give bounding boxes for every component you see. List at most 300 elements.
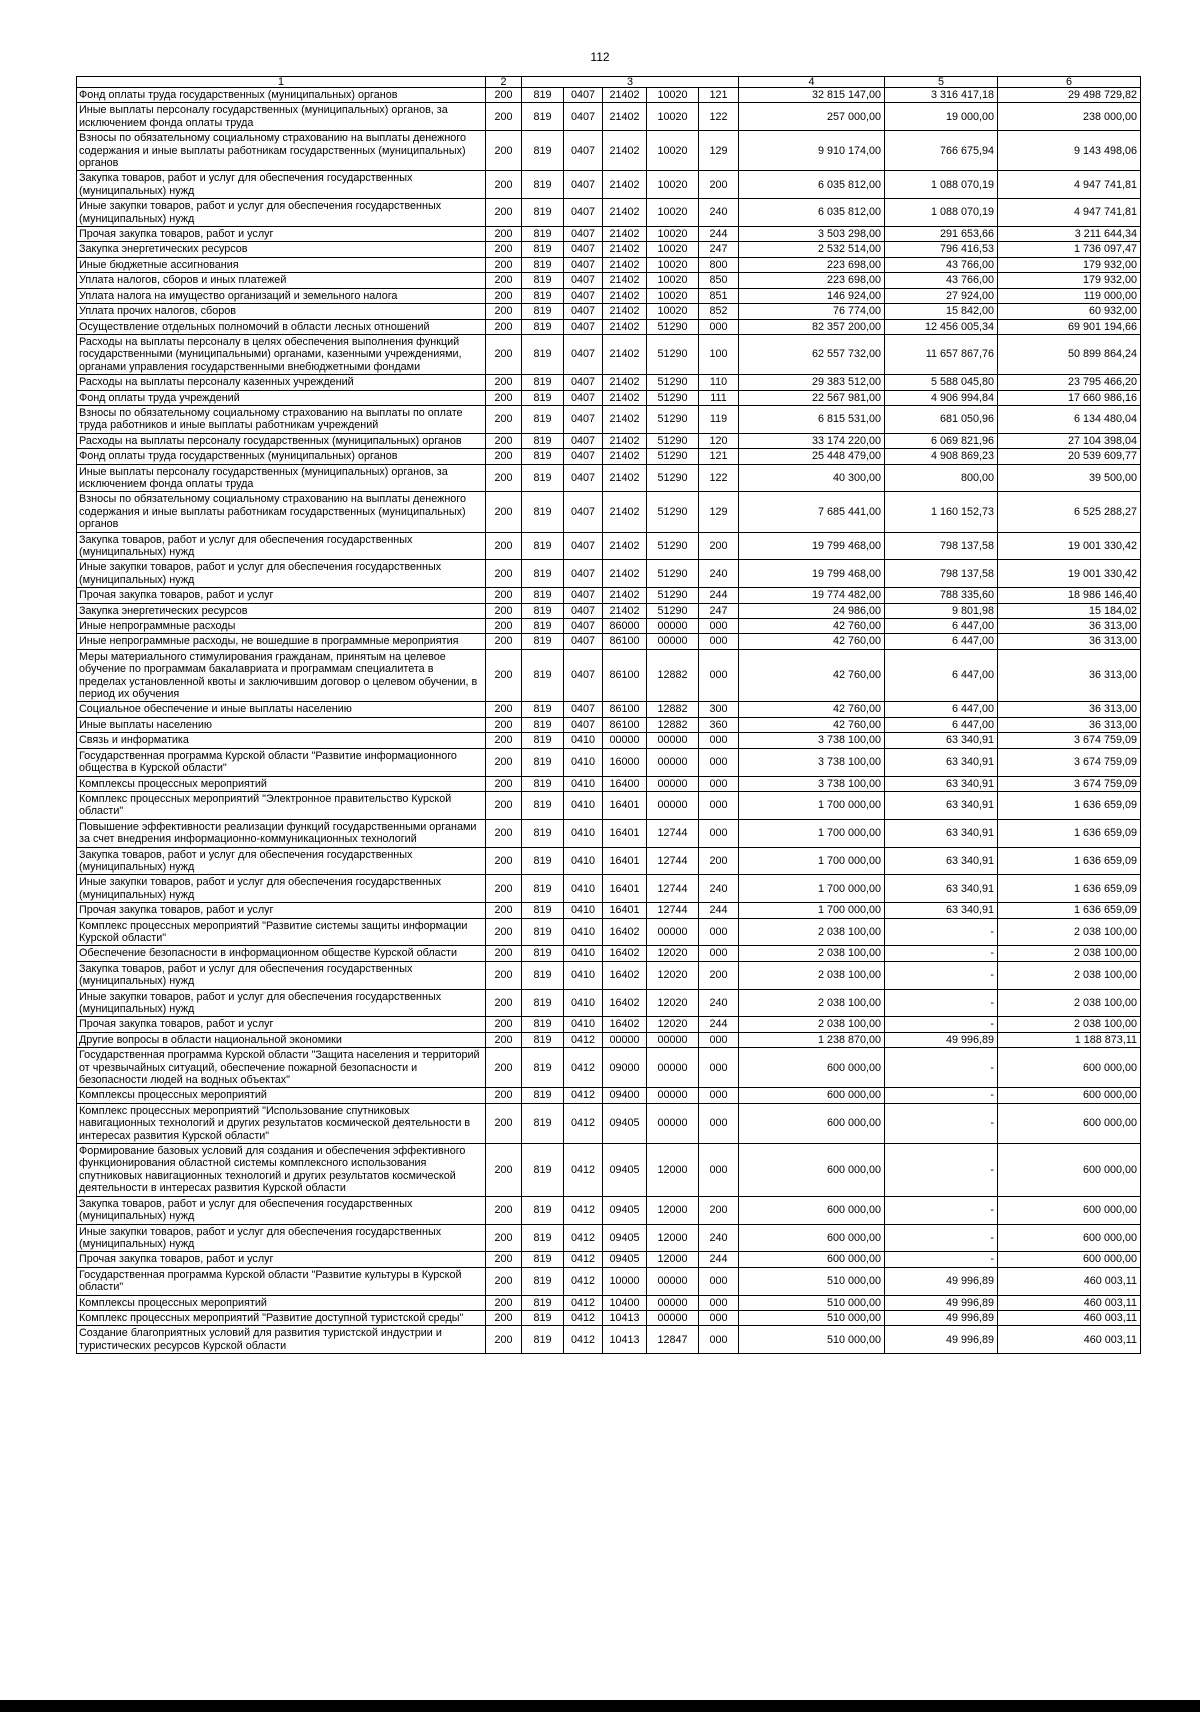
row-code-section: 0410 [564,791,603,819]
row-code-section: 0412 [564,1224,603,1252]
row-code-expense-type: 240 [699,199,739,227]
row-amount-executed: 6 447,00 [885,702,998,717]
row-col-2: 200 [486,1088,522,1103]
row-amount-remaining: 2 038 100,00 [998,1017,1141,1032]
row-code-section: 0410 [564,819,603,847]
row-code-direction: 10020 [647,227,699,242]
row-name: Расходы на выплаты персоналу государственных (муниципальных) органов [77,433,486,448]
row-code-expense-type: 110 [699,375,739,390]
row-code-direction: 12020 [647,989,699,1017]
row-amount-executed: 19 000,00 [885,103,998,131]
row-code-program: 16402 [603,1017,647,1032]
table-body [77,77,1141,1354]
table-row [77,1144,1141,1197]
row-code-direction: 51290 [647,405,699,433]
row-amount-remaining: 4 947 741,81 [998,171,1141,199]
row-name: Осуществление отдельных полномочий в области лесных отношений [77,319,486,334]
row-name: Иные выплаты персоналу государственных (муниципальных) органов, за исключением фонда оплаты труда [77,103,486,131]
row-col-2: 200 [486,375,522,390]
table-row [77,588,1141,603]
row-amount-remaining: 23 795 466,20 [998,375,1141,390]
row-code-section: 0412 [564,1088,603,1103]
row-name: Формирование базовых условий для создания и обеспечения эффективного функционирования областной системы комплексного использования спутниковых навигационных технологий и других результатов космической деятельности в интересах развития Курской области [77,1144,486,1197]
row-amount-approved: 19 774 482,00 [739,588,885,603]
row-code-section: 0407 [564,603,603,618]
row-code-program: 21402 [603,273,647,288]
row-amount-remaining: 600 000,00 [998,1252,1141,1267]
row-code-ministry: 819 [522,1088,564,1103]
row-code-expense-type: 800 [699,257,739,272]
row-name: Иные выплаты населению [77,717,486,732]
row-col-2: 200 [486,946,522,961]
row-code-program: 21402 [603,288,647,303]
row-code-ministry: 819 [522,560,564,588]
row-amount-remaining: 9 143 498,06 [998,131,1141,171]
row-amount-executed: 49 996,89 [885,1310,998,1325]
row-amount-executed: - [885,946,998,961]
row-name: Иные закупки товаров, работ и услуг для обеспечения государственных (муниципальных) нужд [77,875,486,903]
row-amount-remaining: 6 134 480,04 [998,405,1141,433]
row-name: Иные выплаты персоналу государственных (муниципальных) органов, за исключением фонда оплаты труда [77,464,486,492]
row-name: Закупка товаров, работ и услуг для обеспечения государственных (муниципальных) нужд [77,171,486,199]
row-amount-approved: 1 700 000,00 [739,791,885,819]
row-amount-remaining: 36 313,00 [998,717,1141,732]
row-col-2: 200 [486,776,522,791]
row-col-2: 200 [486,588,522,603]
row-code-program: 16401 [603,875,647,903]
row-amount-approved: 42 760,00 [739,702,885,717]
row-code-program: 09405 [603,1196,647,1224]
row-name: Закупка энергетических ресурсов [77,603,486,618]
row-amount-approved: 3 503 298,00 [739,227,885,242]
row-code-direction: 12000 [647,1252,699,1267]
row-amount-remaining: 27 104 398,04 [998,433,1141,448]
row-amount-executed: 4 906 994,84 [885,390,998,405]
row-code-program: 21402 [603,171,647,199]
row-code-expense-type: 121 [699,449,739,464]
row-name: Иные бюджетные ассигнования [77,257,486,272]
row-name: Закупка энергетических ресурсов [77,242,486,257]
row-amount-remaining: 460 003,11 [998,1267,1141,1295]
row-amount-remaining: 60 932,00 [998,304,1141,319]
row-name: Взносы по обязательному социальному страхованию на выплаты денежного содержания и иные выплаты работникам государственных (муниципальных) органов [77,492,486,532]
row-code-direction: 51290 [647,334,699,374]
row-col-2: 200 [486,405,522,433]
row-col-2: 200 [486,304,522,319]
row-amount-approved: 6 035 812,00 [739,171,885,199]
row-amount-approved: 24 986,00 [739,603,885,618]
row-code-section: 0407 [564,390,603,405]
row-amount-approved: 42 760,00 [739,634,885,649]
row-code-program: 21402 [603,492,647,532]
row-code-ministry: 819 [522,733,564,748]
row-code-direction: 12000 [647,1224,699,1252]
table-row [77,1224,1141,1252]
row-code-section: 0407 [564,257,603,272]
row-code-ministry: 819 [522,776,564,791]
row-code-direction: 10020 [647,103,699,131]
row-amount-approved: 6 035 812,00 [739,199,885,227]
row-amount-approved: 600 000,00 [739,1224,885,1252]
row-amount-approved: 19 799 468,00 [739,532,885,560]
row-code-ministry: 819 [522,319,564,334]
row-code-program: 10400 [603,1295,647,1310]
row-amount-remaining: 50 899 864,24 [998,334,1141,374]
row-code-ministry: 819 [522,88,564,103]
row-amount-remaining: 20 539 609,77 [998,449,1141,464]
row-code-expense-type: 000 [699,946,739,961]
row-code-section: 0410 [564,733,603,748]
row-name: Расходы на выплаты персоналу в целях обеспечения выполнения функций государственными (муниципальными) органами, казенными учреждениями, органами управления государственными внебюджетными фондами [77,334,486,374]
row-amount-approved: 600 000,00 [739,1103,885,1143]
row-amount-approved: 6 815 531,00 [739,405,885,433]
row-amount-executed: 12 456 005,34 [885,319,998,334]
row-code-ministry: 819 [522,946,564,961]
table-row [77,1252,1141,1267]
row-amount-approved: 510 000,00 [739,1295,885,1310]
row-name: Закупка товаров, работ и услуг для обеспечения государственных (муниципальных) нужд [77,961,486,989]
row-amount-executed: 9 801,98 [885,603,998,618]
row-code-ministry: 819 [522,791,564,819]
row-code-section: 0407 [564,634,603,649]
row-code-direction: 00000 [647,634,699,649]
table-row [77,131,1141,171]
row-code-section: 0407 [564,532,603,560]
row-code-program: 09405 [603,1144,647,1197]
row-amount-executed: 4 908 869,23 [885,449,998,464]
row-amount-executed: 15 842,00 [885,304,998,319]
table-row [77,1088,1141,1103]
row-code-direction: 10020 [647,288,699,303]
row-amount-approved: 146 924,00 [739,288,885,303]
row-code-section: 0412 [564,1267,603,1295]
row-code-section: 0410 [564,847,603,875]
row-code-section: 0407 [564,273,603,288]
row-col-2: 200 [486,619,522,634]
row-code-program: 09400 [603,1088,647,1103]
table-row [77,257,1141,272]
row-code-direction: 10020 [647,242,699,257]
row-amount-approved: 223 698,00 [739,273,885,288]
row-amount-remaining: 3 211 644,34 [998,227,1141,242]
header-col-5: 5 [885,77,998,88]
row-code-program: 09405 [603,1103,647,1143]
row-code-section: 0412 [564,1310,603,1325]
row-amount-remaining: 600 000,00 [998,1196,1141,1224]
table-row [77,791,1141,819]
row-code-expense-type: 200 [699,847,739,875]
row-code-ministry: 819 [522,375,564,390]
row-amount-executed: - [885,1196,998,1224]
row-amount-remaining: 1 188 873,11 [998,1032,1141,1047]
row-amount-executed: 11 657 867,76 [885,334,998,374]
row-col-2: 200 [486,1196,522,1224]
row-code-program: 16401 [603,903,647,918]
row-name: Комплекс процессных мероприятий "Электронное правительство Курской области" [77,791,486,819]
row-code-program: 16401 [603,791,647,819]
row-col-2: 200 [486,1224,522,1252]
row-amount-executed: 798 137,58 [885,560,998,588]
row-code-direction: 12744 [647,819,699,847]
table-row [77,1267,1141,1295]
row-code-program: 09405 [603,1224,647,1252]
row-code-expense-type: 000 [699,791,739,819]
row-name: Государственная программа Курской области "Защита населения и территорий от чрезвычайных ситуаций, обеспечение пожарной безопасности и безопасности людей на водных объектах" [77,1048,486,1088]
row-code-expense-type: 240 [699,875,739,903]
row-code-program: 09000 [603,1048,647,1088]
row-code-ministry: 819 [522,918,564,946]
table-row [77,1048,1141,1088]
table-row [77,1103,1141,1143]
row-amount-remaining: 460 003,11 [998,1326,1141,1354]
table-row [77,634,1141,649]
row-amount-approved: 600 000,00 [739,1196,885,1224]
row-code-expense-type: 244 [699,227,739,242]
row-name: Уплата налогов, сборов и иных платежей [77,273,486,288]
row-amount-approved: 2 038 100,00 [739,946,885,961]
table-row [77,103,1141,131]
row-amount-approved: 510 000,00 [739,1326,885,1354]
row-amount-executed: 800,00 [885,464,998,492]
row-code-expense-type: 000 [699,619,739,634]
row-code-ministry: 819 [522,903,564,918]
row-col-2: 200 [486,1048,522,1088]
row-col-2: 200 [486,288,522,303]
row-code-section: 0410 [564,918,603,946]
row-amount-remaining: 460 003,11 [998,1295,1141,1310]
row-code-ministry: 819 [522,847,564,875]
row-amount-executed: 27 924,00 [885,288,998,303]
row-code-expense-type: 200 [699,961,739,989]
row-name: Прочая закупка товаров, работ и услуг [77,1017,486,1032]
row-code-section: 0410 [564,748,603,776]
row-code-section: 0407 [564,433,603,448]
row-amount-remaining: 3 674 759,09 [998,733,1141,748]
table-row [77,242,1141,257]
row-code-ministry: 819 [522,304,564,319]
row-amount-executed: - [885,1048,998,1088]
table-row [77,776,1141,791]
table-row [77,375,1141,390]
row-code-program: 21402 [603,390,647,405]
budget-table [76,76,1141,1354]
row-code-program: 00000 [603,1032,647,1047]
row-amount-executed: 766 675,94 [885,131,998,171]
row-code-section: 0407 [564,88,603,103]
row-code-program: 16400 [603,776,647,791]
row-code-direction: 00000 [647,1267,699,1295]
row-code-ministry: 819 [522,1144,564,1197]
row-code-program: 21402 [603,433,647,448]
row-code-expense-type: 240 [699,1224,739,1252]
row-amount-remaining: 19 001 330,42 [998,560,1141,588]
row-code-expense-type: 111 [699,390,739,405]
row-amount-executed: - [885,918,998,946]
row-code-program: 21402 [603,375,647,390]
row-code-ministry: 819 [522,1224,564,1252]
row-code-ministry: 819 [522,171,564,199]
row-amount-approved: 40 300,00 [739,464,885,492]
row-amount-remaining: 1 636 659,09 [998,903,1141,918]
row-code-direction: 51290 [647,319,699,334]
row-code-ministry: 819 [522,532,564,560]
row-code-expense-type: 119 [699,405,739,433]
row-code-expense-type: 852 [699,304,739,319]
row-code-ministry: 819 [522,748,564,776]
row-amount-remaining: 18 986 146,40 [998,588,1141,603]
header-col-3: 3 [522,77,739,88]
row-code-direction: 00000 [647,1295,699,1310]
row-code-expense-type: 000 [699,748,739,776]
row-code-expense-type: 200 [699,1196,739,1224]
row-col-2: 200 [486,989,522,1017]
table-row [77,199,1141,227]
row-code-direction: 12744 [647,903,699,918]
table-row [77,304,1141,319]
row-col-2: 200 [486,1017,522,1032]
row-code-section: 0407 [564,449,603,464]
row-amount-approved: 2 038 100,00 [739,989,885,1017]
row-code-section: 0407 [564,649,603,702]
row-code-expense-type: 000 [699,1267,739,1295]
row-code-program: 21402 [603,560,647,588]
row-amount-executed: 1 160 152,73 [885,492,998,532]
row-col-2: 200 [486,961,522,989]
row-code-ministry: 819 [522,1267,564,1295]
row-amount-executed: 49 996,89 [885,1295,998,1310]
row-name: Фонд оплаты труда учреждений [77,390,486,405]
row-col-2: 200 [486,702,522,717]
row-amount-approved: 32 815 147,00 [739,88,885,103]
row-amount-executed: - [885,961,998,989]
table-row [77,1310,1141,1325]
row-code-direction: 51290 [647,560,699,588]
row-code-expense-type: 240 [699,560,739,588]
row-code-direction: 12020 [647,946,699,961]
row-col-2: 200 [486,433,522,448]
table-row [77,171,1141,199]
row-col-2: 200 [486,449,522,464]
row-code-expense-type: 000 [699,1326,739,1354]
row-code-ministry: 819 [522,1252,564,1267]
row-code-program: 86100 [603,702,647,717]
row-amount-remaining: 29 498 729,82 [998,88,1141,103]
row-code-program: 21402 [603,257,647,272]
row-col-2: 200 [486,1267,522,1295]
row-amount-approved: 2 532 514,00 [739,242,885,257]
row-amount-executed: - [885,1088,998,1103]
row-col-2: 200 [486,242,522,257]
row-amount-executed: - [885,1224,998,1252]
table-row [77,88,1141,103]
row-code-ministry: 819 [522,1032,564,1047]
row-name: Государственная программа Курской области "Развитие культуры в Курской области" [77,1267,486,1295]
row-code-expense-type: 129 [699,492,739,532]
row-code-direction: 51290 [647,464,699,492]
row-amount-remaining: 2 038 100,00 [998,961,1141,989]
row-col-2: 200 [486,171,522,199]
row-amount-approved: 1 700 000,00 [739,819,885,847]
row-amount-approved: 2 038 100,00 [739,918,885,946]
row-amount-remaining: 1 636 659,09 [998,847,1141,875]
table-row [77,819,1141,847]
row-name: Связь и информатика [77,733,486,748]
row-amount-remaining: 600 000,00 [998,1224,1141,1252]
row-amount-remaining: 600 000,00 [998,1144,1141,1197]
row-col-2: 200 [486,748,522,776]
row-amount-approved: 1 700 000,00 [739,875,885,903]
row-code-ministry: 819 [522,619,564,634]
row-code-ministry: 819 [522,717,564,732]
row-code-direction: 00000 [647,776,699,791]
table-row [77,390,1141,405]
row-name: Комплексы процессных мероприятий [77,1088,486,1103]
table-row [77,1196,1141,1224]
row-code-section: 0407 [564,405,603,433]
row-code-ministry: 819 [522,588,564,603]
row-amount-remaining: 460 003,11 [998,1310,1141,1325]
row-code-direction: 51290 [647,532,699,560]
row-amount-remaining: 36 313,00 [998,619,1141,634]
row-amount-remaining: 1 736 097,47 [998,242,1141,257]
row-amount-executed: 6 069 821,96 [885,433,998,448]
row-code-expense-type: 000 [699,1103,739,1143]
table-row [77,532,1141,560]
row-code-direction: 00000 [647,1032,699,1047]
row-code-section: 0407 [564,702,603,717]
row-col-2: 200 [486,492,522,532]
row-code-direction: 51290 [647,375,699,390]
row-amount-executed: - [885,1103,998,1143]
row-amount-executed: - [885,989,998,1017]
row-amount-executed: 6 447,00 [885,619,998,634]
row-amount-remaining: 2 038 100,00 [998,946,1141,961]
row-code-section: 0410 [564,989,603,1017]
row-code-program: 16401 [603,847,647,875]
table-row [77,875,1141,903]
row-code-section: 0410 [564,946,603,961]
row-code-direction: 51290 [647,449,699,464]
row-code-program: 21402 [603,588,647,603]
table-row [77,918,1141,946]
row-code-program: 21402 [603,603,647,618]
row-amount-remaining: 36 313,00 [998,702,1141,717]
row-amount-remaining: 3 674 759,09 [998,748,1141,776]
row-code-program: 16402 [603,918,647,946]
row-amount-approved: 3 738 100,00 [739,733,885,748]
row-col-2: 200 [486,791,522,819]
row-code-direction: 00000 [647,1103,699,1143]
row-amount-remaining: 119 000,00 [998,288,1141,303]
row-amount-executed: 291 653,66 [885,227,998,242]
row-amount-executed: 798 137,58 [885,532,998,560]
row-code-ministry: 819 [522,405,564,433]
row-code-ministry: 819 [522,433,564,448]
row-amount-approved: 1 700 000,00 [739,847,885,875]
table-row [77,1326,1141,1354]
row-amount-approved: 22 567 981,00 [739,390,885,405]
row-name: Уплата налога на имущество организаций и земельного налога [77,288,486,303]
row-col-2: 200 [486,634,522,649]
row-code-expense-type: 000 [699,918,739,946]
table-row [77,1017,1141,1032]
row-code-section: 0410 [564,903,603,918]
table-row [77,702,1141,717]
row-code-direction: 00000 [647,1048,699,1088]
row-code-program: 21402 [603,334,647,374]
row-code-program: 16402 [603,946,647,961]
row-code-section: 0412 [564,1196,603,1224]
